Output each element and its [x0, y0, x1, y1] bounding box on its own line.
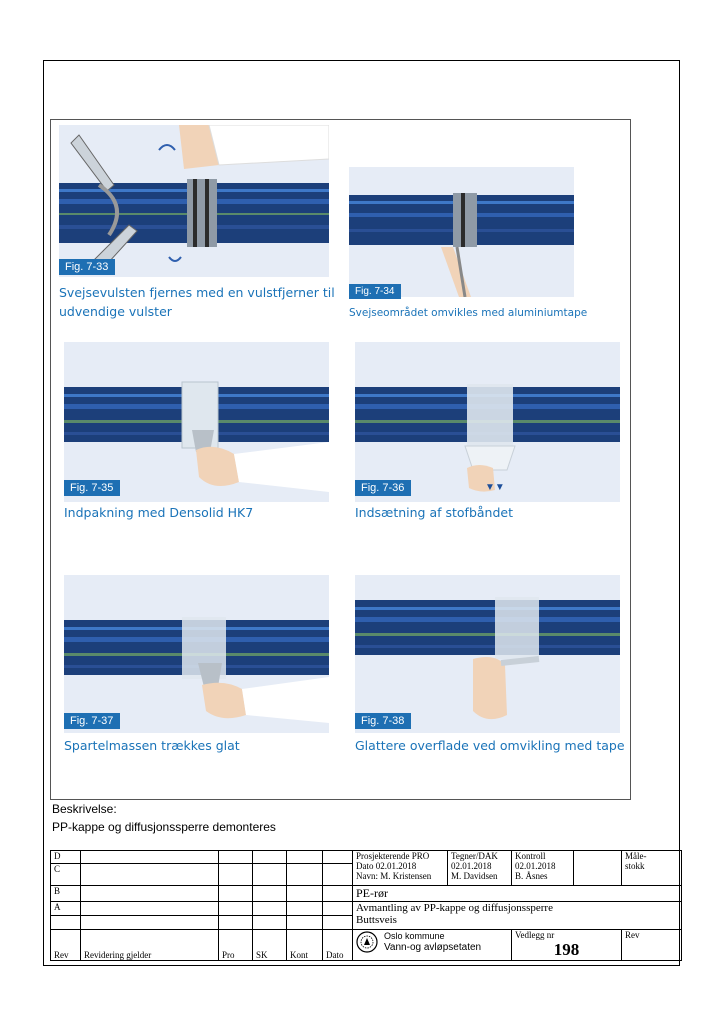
col-header-sk: SK: [253, 930, 287, 961]
organisation-name: Oslo kommune: [384, 931, 445, 941]
figure-7-38-illustration: [355, 575, 620, 733]
figure-caption: Spartelmassen trækkes glat: [64, 738, 240, 753]
figure-7-36-illustration: [355, 342, 620, 502]
organisation-cell: [353, 930, 512, 961]
appendix-number: 198: [553, 940, 580, 959]
figure-7-33: [59, 125, 335, 325]
scale-label: Måle-: [625, 851, 647, 861]
figure-7-34: [349, 167, 588, 327]
description-text: PP-kappe og diffusjonssperre demonteres: [52, 820, 276, 834]
drawing-subtitle-line: Avmantling av PP-kappe og diffusjonssperre: [356, 902, 553, 914]
drawing-cell: [448, 851, 512, 886]
figure-caption: [59, 283, 335, 321]
figure-tag: Fig. 7-38: [355, 713, 411, 729]
organisation-unit: Vann-og avløpsetaten: [384, 942, 482, 953]
figure-caption-line: Svejsevulsten fjernes med en vulstfjerner til: [59, 285, 335, 300]
control-label: Kontroll: [515, 851, 546, 861]
col-header-rev: Rev: [51, 930, 81, 961]
svg-text:▼▼: ▼▼: [485, 482, 505, 493]
figure-7-37-illustration: [64, 575, 329, 733]
figure-7-35: [64, 342, 334, 522]
figure-7-36: [355, 342, 623, 522]
figure-caption: Indsætning af stofbåndet: [355, 505, 513, 520]
rev-letter: C: [51, 864, 81, 886]
col-header-pro: Pro: [219, 930, 253, 961]
figure-tag: Fig. 7-33: [59, 259, 115, 275]
figure-caption: Svejseområdet omvikles med aluminiumtape: [349, 307, 588, 319]
figure-caption: Glattere overflade ved omvikling med tape: [355, 738, 625, 753]
figure-7-38: [355, 575, 627, 755]
oslo-city-seal-icon: [356, 930, 378, 954]
project-leader-label: Prosjekterende PRO: [356, 851, 430, 861]
rev-letter: A: [51, 902, 81, 916]
figure-tag: Fig. 7-36: [355, 480, 411, 496]
figure-tag: Fig. 7-37: [64, 713, 120, 729]
appendix-label: Vedlegg nr: [515, 930, 555, 940]
figure-tag: Fig. 7-35: [64, 480, 120, 496]
figure-7-37: [64, 575, 334, 755]
control-date: 02.01.2018: [515, 861, 556, 871]
col-header-kont: Kont: [287, 930, 323, 961]
figure-caption-line: udvendige vulster: [59, 304, 172, 319]
drawing-date: 02.01.2018: [451, 861, 492, 871]
figure-7-33-illustration: [59, 125, 329, 277]
rev-letter: B: [51, 886, 81, 902]
drawing-name: M. Davidsen: [451, 871, 498, 881]
col-header-revision: Revidering gjelder: [81, 930, 219, 961]
description-heading: Beskrivelse:: [52, 802, 117, 816]
title-block: [50, 850, 682, 961]
scale-cell: [622, 851, 682, 886]
drawing-subtitle: [353, 902, 682, 930]
drawing-subtitle-line: Buttsveis: [356, 914, 397, 926]
project-leader-name: Navn: M. Kristensen: [356, 871, 432, 881]
scale-label: stokk: [625, 861, 645, 871]
col-header-dato: Dato: [323, 930, 353, 961]
project-leader-date: Dato 02.01.2018: [356, 861, 417, 871]
drawing-title: PE-rør: [353, 886, 682, 902]
rev-cell: Rev: [622, 930, 682, 961]
figure-frame: [50, 119, 631, 800]
appendix-cell: [512, 930, 622, 961]
control-name: B. Åsnes: [515, 871, 548, 881]
rev-letter: D: [51, 851, 81, 864]
project-leader-cell: [353, 851, 448, 886]
figure-caption: Indpakning med Densolid HK7: [64, 505, 254, 520]
figure-7-34-illustration: [349, 167, 574, 297]
control-cell: [512, 851, 574, 886]
figure-tag: Fig. 7-34: [349, 284, 401, 299]
figure-7-35-illustration: [64, 342, 329, 502]
drawing-label: Tegner/DAK: [451, 851, 498, 861]
